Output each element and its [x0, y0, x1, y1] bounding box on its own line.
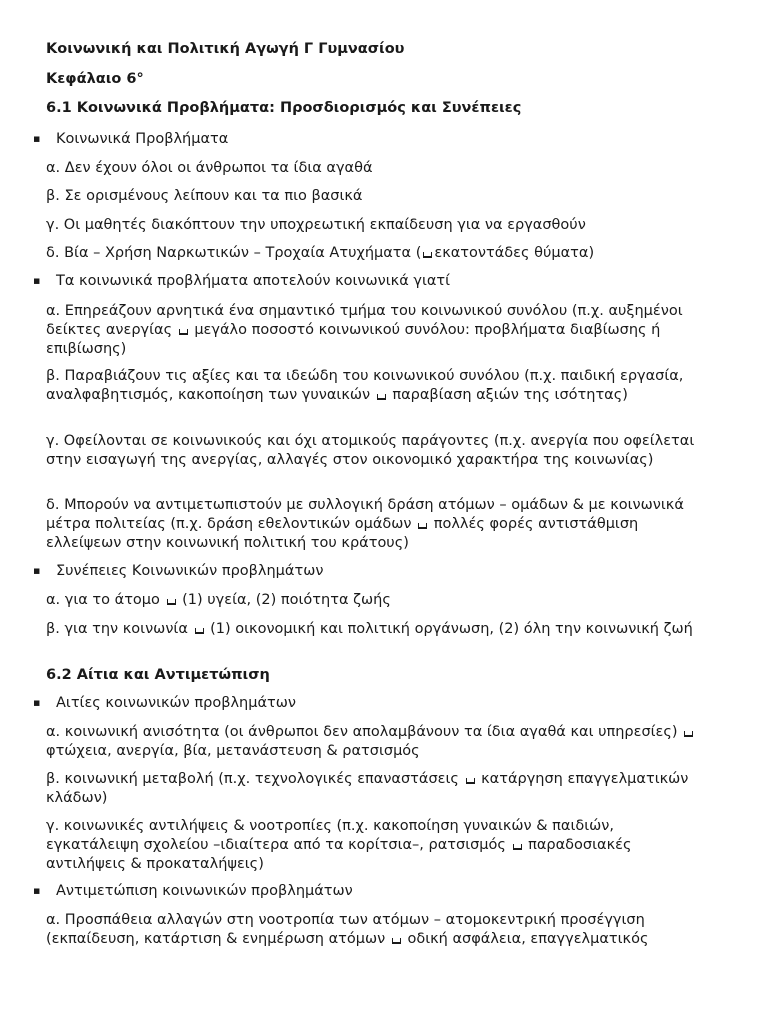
arrow-icon	[418, 523, 427, 529]
bullet-icon: ▪	[33, 564, 41, 577]
text-segment: κατάργηση επαγγελματικών κλάδων)	[46, 771, 689, 806]
text-segment: μεγάλο ποσοστό κοινωνικού συνόλου: προβλήματα διαβίωσης ή επιβίωσης)	[46, 322, 661, 357]
bullet-consequences: Συνέπειες Κοινωνικών προβλημάτων	[56, 563, 324, 579]
bullet-icon: ▪	[33, 132, 41, 145]
text-segment: φτώχεια, ανεργία, βία, μετανάστευση & ρατσισμός	[46, 743, 420, 759]
arrow-icon	[377, 394, 386, 400]
document-title: Κοινωνική και Πολιτική Αγωγή Γ Γυμνασίου	[46, 41, 405, 57]
text-segment: α. Προσπάθεια αλλαγών στη νοοτροπία των ατόμων – ατομοκεντρική προσέγγιση (εκπαίδευση, κατάρτιση & ενημέρωση ατόμων	[46, 912, 645, 947]
text-segment: δ. Μπορούν να αντιμετωπιστούν με συλλογική δράση ατόμων – ομάδων & με κοινωνικά μέτρα πολιτείας (π.χ. δράση εθελοντικών ομάδων	[46, 497, 684, 532]
section-heading-6-1: 6.1 Κοινωνικά Προβλήματα: Προσδιορισμός και Συνέπειες	[46, 100, 522, 116]
arrow-icon	[423, 252, 432, 258]
bullet-treatment: Αντιμετώπιση κοινωνικών προβλημάτων	[56, 883, 353, 899]
bullet-icon: ▪	[33, 274, 41, 287]
list-item	[46, 302, 706, 359]
arrow-icon	[684, 731, 693, 737]
text-segment: β. Παραβιάζουν τις αξίες και τα ιδεώδη του κοινωνικού συνόλου (π.χ. παιδική εργασία, αναλφαβητισμός, κακοποίηση των γυναικών	[46, 368, 684, 403]
text-segment: παραδοσιακές αντιλήψεις & προκαταλήψεις)	[46, 837, 632, 872]
bullet-icon: ▪	[33, 884, 41, 897]
text-segment: παραβίαση αξιών της ισότητας)	[392, 387, 628, 403]
bullet-social-problems: Κοινωνικά Προβλήματα	[56, 131, 229, 147]
text-segment: οδική ασφάλεια, επαγγελματικός	[407, 931, 649, 947]
list-item	[46, 244, 594, 263]
list-item	[46, 770, 706, 808]
list-item	[46, 591, 391, 610]
text-segment: α. για το άτομο	[46, 592, 160, 608]
list-item	[46, 496, 706, 553]
chapter-heading: Κεφάλαιο 6°	[46, 71, 144, 87]
text-segment: πολλές φορές αντιστάθμιση ελλείψεων στην κοινωνική πολιτική του κράτους)	[46, 516, 639, 551]
text-segment: α. Επηρεάζουν αρνητικά ένα σημαντικό τμήμα του κοινωνικού συνόλου (π.χ. αυξημένοι δείκτες ανεργίας	[46, 303, 683, 338]
text-segment: γ. κοινωνικές αντιλήψεις & νοοτροπίες (π.χ. κακοποίηση γυναικών & παιδιών, εγκατάλειψη σχολείου –ιδιαίτερα από τα κορίτσια–, ρατσισμός	[46, 818, 614, 853]
text-segment: β. για την κοινωνία	[46, 621, 188, 637]
text-segment: (1) υγεία, (2) ποιότητα ζωής	[182, 592, 391, 608]
arrow-icon	[392, 938, 401, 944]
list-item	[46, 367, 706, 405]
bullet-icon: ▪	[33, 696, 41, 709]
list-item	[46, 620, 706, 639]
list-item: α. Δεν έχουν όλοι οι άνθρωποι τα ίδια αγαθά	[46, 160, 373, 176]
arrow-icon	[179, 329, 188, 335]
text-segment: (1) οικονομική και πολιτική οργάνωση, (2) όλη την κοινωνική ζωή	[210, 621, 693, 637]
list-item	[46, 911, 706, 949]
bullet-why-social: Τα κοινωνικά προβλήματα αποτελούν κοινωνικά γιατί	[56, 273, 451, 289]
list-item: γ. Οι μαθητές διακόπτουν την υποχρεωτική εκπαίδευση για να εργασθούν	[46, 217, 586, 233]
list-item	[46, 817, 706, 874]
text-segment: εκατοντάδες θύματα)	[434, 245, 595, 261]
text-segment: δ. Βία – Χρήση Ναρκωτικών – Τροχαία Ατυχήματα (	[46, 245, 422, 261]
list-item: γ. Οφείλονται σε κοινωνικούς και όχι ατομικούς παράγοντες (π.χ. ανεργία που οφείλεται στην εισαγωγή της ανεργίας, αλλαγές στον οικονομικό χαρακτήρα της κοινωνίας)	[46, 433, 695, 468]
list-item: β. Σε ορισμένους λείπουν και τα πιο βασικά	[46, 188, 363, 204]
bullet-causes: Αιτίες κοινωνικών προβλημάτων	[56, 695, 296, 711]
arrow-icon	[195, 628, 204, 634]
text-segment: β. κοινωνική μεταβολή (π.χ. τεχνολογικές επαναστάσεις	[46, 771, 459, 787]
list-item	[46, 723, 706, 761]
arrow-icon	[466, 778, 475, 784]
arrow-icon	[513, 844, 522, 850]
text-segment: α. κοινωνική ανισότητα (οι άνθρωποι δεν απολαμβάνουν τα ίδια αγαθά και υπηρεσίες)	[46, 724, 678, 740]
arrow-icon	[167, 599, 176, 605]
section-heading-6-2: 6.2 Αίτια και Αντιμετώπιση	[46, 667, 270, 683]
